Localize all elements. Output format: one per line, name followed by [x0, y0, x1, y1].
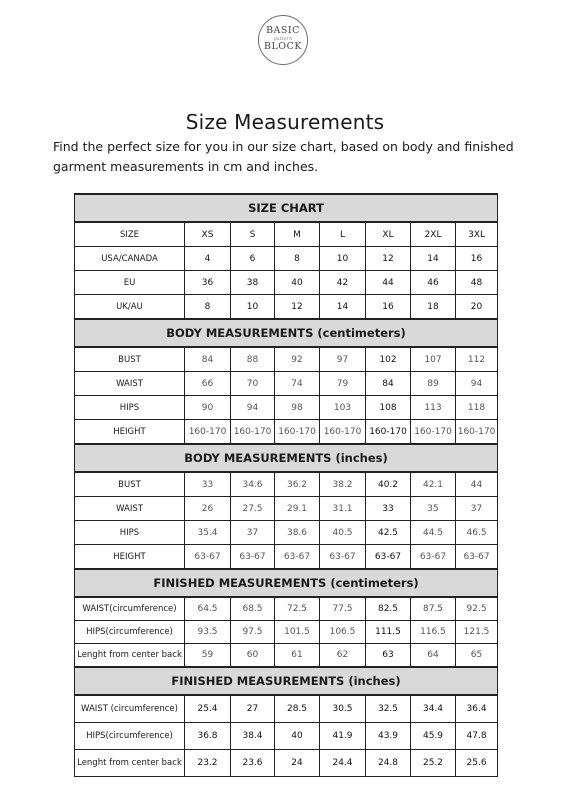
table-row — [75, 396, 498, 420]
table-cell: 63-67 — [231, 545, 275, 570]
table-cell: 35 — [411, 497, 456, 521]
table-cell: 61 — [275, 644, 320, 668]
row-label: HIPS(circumference) — [75, 723, 185, 750]
table-cell: 20 — [456, 295, 498, 320]
table-cell: 107 — [411, 347, 456, 372]
table-cell: 112 — [456, 347, 498, 372]
table-cell: 111.5 — [366, 621, 411, 644]
section-heading: BODY MEASUREMENTS (inches) — [75, 444, 498, 472]
table-row — [75, 695, 498, 723]
brand-logo — [258, 15, 308, 65]
row-label: EU — [75, 271, 185, 295]
table-cell: 113 — [411, 396, 456, 420]
table-cell: 72.5 — [275, 597, 320, 621]
table-cell: 27.5 — [231, 497, 275, 521]
table-cell: 77.5 — [320, 597, 366, 621]
table-cell: 94 — [456, 372, 498, 396]
table-cell: 64.5 — [185, 597, 231, 621]
table-cell: 63-67 — [456, 545, 498, 570]
row-label: HEIGHT — [75, 545, 185, 570]
table-cell: 59 — [185, 644, 231, 668]
table-row — [75, 472, 498, 497]
table-cell: 63-67 — [366, 545, 411, 570]
table-cell: 6 — [231, 247, 275, 271]
table-cell: 82.5 — [366, 597, 411, 621]
table-cell: 29.1 — [275, 497, 320, 521]
table-cell: 35.4 — [185, 521, 231, 545]
table-cell: 14 — [320, 295, 366, 320]
table-cell: 62 — [320, 644, 366, 668]
table-row — [75, 597, 498, 621]
intro-text: Find the perfect size for you in our size chart, based on body and finished garment measurements in cm and inches. — [53, 139, 514, 174]
table-cell: 108 — [366, 396, 411, 420]
table-cell: 66 — [185, 372, 231, 396]
table-cell: 27 — [231, 695, 275, 723]
table-cell: 33 — [366, 497, 411, 521]
table-row — [75, 750, 498, 777]
table-cell: 65 — [456, 644, 498, 668]
brand-logo-line2: pattern — [273, 36, 293, 42]
row-label: Lenght from center back — [75, 644, 185, 668]
table-cell: 28.5 — [275, 695, 320, 723]
row-label: HEIGHT — [75, 420, 185, 445]
table-cell: 160-170 — [320, 420, 366, 445]
table-cell: 102 — [366, 347, 411, 372]
table-cell: 26 — [185, 497, 231, 521]
table-cell: 68.5 — [231, 597, 275, 621]
table-cell: 38.4 — [231, 723, 275, 750]
table-cell: 79 — [320, 372, 366, 396]
table-row — [75, 621, 498, 644]
table-cell: 23.2 — [185, 750, 231, 777]
table-row — [75, 521, 498, 545]
row-label: HIPS — [75, 396, 185, 420]
table-cell: 44 — [366, 271, 411, 295]
table-cell: S — [231, 222, 275, 247]
row-label: BUST — [75, 347, 185, 372]
table-row — [75, 247, 498, 271]
table-cell: 4 — [185, 247, 231, 271]
table-cell: 84 — [185, 347, 231, 372]
table-cell: 34.4 — [411, 695, 456, 723]
table-cell: 101.5 — [275, 621, 320, 644]
table-cell: 97 — [320, 347, 366, 372]
table-cell: 94 — [231, 396, 275, 420]
table-cell: 18 — [411, 295, 456, 320]
table-cell: 42.1 — [411, 472, 456, 497]
table-cell: 84 — [366, 372, 411, 396]
section-heading-main: FINISHED MEASUREMENTS — [153, 576, 327, 590]
section-heading: FINISHED MEASUREMENTS (inches) — [75, 667, 498, 695]
section-heading: SIZE CHART — [75, 194, 498, 222]
table-cell: 63 — [366, 644, 411, 668]
row-label: USA/CANADA — [75, 247, 185, 271]
table-cell: 63-67 — [411, 545, 456, 570]
table-cell: 103 — [320, 396, 366, 420]
table-cell: 44 — [456, 472, 498, 497]
row-label: WAIST — [75, 497, 185, 521]
table-cell: 74 — [275, 372, 320, 396]
table-cell: 36.8 — [185, 723, 231, 750]
table-cell: 40 — [275, 271, 320, 295]
table-cell: 63-67 — [275, 545, 320, 570]
table-cell: 48 — [456, 271, 498, 295]
table-cell: 25.6 — [456, 750, 498, 777]
table-cell: 38.6 — [275, 521, 320, 545]
table-row — [75, 271, 498, 295]
table-cell: 87.5 — [411, 597, 456, 621]
table-cell: 16 — [456, 247, 498, 271]
size-chart-header — [75, 194, 498, 222]
table-cell: 160-170 — [456, 420, 498, 445]
body-measurements-in-header — [75, 444, 498, 472]
table-cell: 37 — [456, 497, 498, 521]
table-row — [75, 723, 498, 750]
table-cell: L — [320, 222, 366, 247]
row-label: WAIST — [75, 372, 185, 396]
table-cell: 93.5 — [185, 621, 231, 644]
table-cell: 10 — [231, 295, 275, 320]
table-cell: 12 — [366, 247, 411, 271]
table-cell: 43.9 — [366, 723, 411, 750]
table-cell: 33 — [185, 472, 231, 497]
table-cell: 36.4 — [456, 695, 498, 723]
table-row — [75, 420, 498, 445]
table-cell: 38 — [231, 271, 275, 295]
table-row — [75, 644, 498, 668]
table-cell: 116.5 — [411, 621, 456, 644]
table-cell: 106.5 — [320, 621, 366, 644]
size-measurements-table — [74, 193, 498, 777]
table-cell: 97.5 — [231, 621, 275, 644]
table-cell: 46.5 — [456, 521, 498, 545]
table-cell: 24.4 — [320, 750, 366, 777]
table-cell: 92.5 — [456, 597, 498, 621]
finished-measurements-cm-header — [75, 569, 498, 597]
table-row — [75, 295, 498, 320]
table-row — [75, 372, 498, 396]
row-label: WAIST (circumference) — [75, 695, 185, 723]
row-label: UK/AU — [75, 295, 185, 320]
table-row — [75, 222, 498, 247]
row-label: HIPS — [75, 521, 185, 545]
row-label: Lenght from center back — [75, 750, 185, 777]
table-cell: 14 — [411, 247, 456, 271]
table-cell: 23.6 — [231, 750, 275, 777]
table-cell: 36 — [185, 271, 231, 295]
table-cell: 88 — [231, 347, 275, 372]
table-cell: 32.5 — [366, 695, 411, 723]
table-cell: 46 — [411, 271, 456, 295]
section-heading-unit: (centimeters) — [326, 576, 419, 590]
table-cell: 44.5 — [411, 521, 456, 545]
table-cell: 63-67 — [320, 545, 366, 570]
table-cell: 160-170 — [411, 420, 456, 445]
table-row — [75, 545, 498, 570]
table-cell: 42 — [320, 271, 366, 295]
table-cell: 24 — [275, 750, 320, 777]
table-cell: 8 — [275, 247, 320, 271]
table-cell: 160-170 — [185, 420, 231, 445]
table-cell: 160-170 — [231, 420, 275, 445]
table-cell: 64 — [411, 644, 456, 668]
table-cell: 160-170 — [275, 420, 320, 445]
table-cell: 98 — [275, 396, 320, 420]
table-cell: M — [275, 222, 320, 247]
section-heading — [75, 569, 498, 597]
table-cell: 60 — [231, 644, 275, 668]
table-cell: 10 — [320, 247, 366, 271]
row-label: SIZE — [75, 222, 185, 247]
section-heading: BODY MEASUREMENTS (centimeters) — [75, 319, 498, 347]
table-cell: 47.8 — [456, 723, 498, 750]
brand-logo-line1: BASIC — [266, 25, 300, 36]
table-cell: XS — [185, 222, 231, 247]
row-label: BUST — [75, 472, 185, 497]
table-cell: 25.2 — [411, 750, 456, 777]
table-cell: 31.1 — [320, 497, 366, 521]
row-label: WAIST(circumference) — [75, 597, 185, 621]
table-cell: 63-67 — [185, 545, 231, 570]
body-measurements-cm-header — [75, 319, 498, 347]
table-cell: 118 — [456, 396, 498, 420]
table-cell: 2XL — [411, 222, 456, 247]
table-cell: 40.5 — [320, 521, 366, 545]
table-cell: 160-170 — [366, 420, 411, 445]
table-cell: 89 — [411, 372, 456, 396]
table-cell: 45.9 — [411, 723, 456, 750]
table-cell: 34.6 — [231, 472, 275, 497]
table-cell: 8 — [185, 295, 231, 320]
table-cell: 121.5 — [456, 621, 498, 644]
table-cell: 41.9 — [320, 723, 366, 750]
table-cell: 38.2 — [320, 472, 366, 497]
table-cell: 42.5 — [366, 521, 411, 545]
table-cell: 30.5 — [320, 695, 366, 723]
table-row — [75, 347, 498, 372]
table-cell: 92 — [275, 347, 320, 372]
table-cell: 37 — [231, 521, 275, 545]
table-cell: XL — [366, 222, 411, 247]
brand-logo-line3: BLOCK — [264, 41, 302, 52]
table-row — [75, 497, 498, 521]
table-cell: 25.4 — [185, 695, 231, 723]
finished-measurements-in-header — [75, 667, 498, 695]
row-label: HIPS(circumference) — [75, 621, 185, 644]
table-cell: 16 — [366, 295, 411, 320]
table-cell: 40 — [275, 723, 320, 750]
table-cell: 24.8 — [366, 750, 411, 777]
table-cell: 12 — [275, 295, 320, 320]
table-cell: 40.2 — [366, 472, 411, 497]
table-cell: 70 — [231, 372, 275, 396]
table-cell: 3XL — [456, 222, 498, 247]
table-cell: 90 — [185, 396, 231, 420]
page-title: Size Measurements — [185, 110, 385, 134]
table-cell: 36.2 — [275, 472, 320, 497]
